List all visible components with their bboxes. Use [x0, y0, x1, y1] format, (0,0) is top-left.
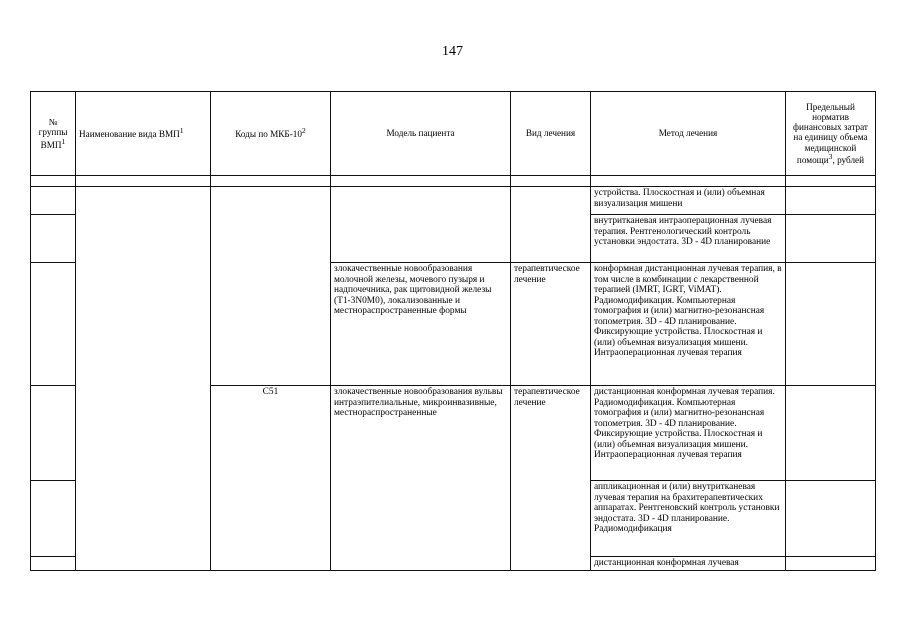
table-row: [31, 187, 876, 215]
header-icd-codes: Коды по МКБ-$10^2$: [211, 92, 331, 176]
table-header-row: [31, 92, 876, 176]
treatment-type-cell: терапевтическое лечение: [511, 386, 591, 571]
method-cell: дистанционная конформная лучевая: [591, 557, 786, 571]
header-treatment-type: Вид лечения: [511, 92, 591, 176]
header-patient-model: Модель пациента: [331, 92, 511, 176]
patient-model-cell: злокачественные новообразования молочной железы, мочевого пузыря и надпочечника, рак щитовидной железы (T1-3N0M0), локализованные и местнораспространенные формы: [331, 263, 511, 386]
vmp-name-cell: [76, 187, 211, 571]
method-cell: конформная дистанционная лучевая терапия, в том числе в комбинации с лекарственной терапией (IMRT, IGRT, ViMAT). Радиомодификация. Компьютерная томография и (или) магнитно-резонансная топометрия. 3D - 4D планирование. Фиксирующие устройства. Плоскостная и (или) объемная визуализация мишени. Интраоперационная лучевая терапия: [591, 263, 786, 386]
treatment-type-cell: терапевтическое лечение: [511, 263, 591, 386]
page-number: 147: [442, 44, 463, 59]
header-cost-norm: Предельный норматив финансовых затрат на единицу объема медицинской помощи$^3$, рублей: [786, 92, 876, 176]
icd-code-cell: C51: [211, 386, 331, 571]
header-treatment-method: Метод лечения: [591, 92, 786, 176]
patient-model-cell: злокачественные новообразования вульвы интраэпителиальные, микроинвазивные, местнораспространенные: [331, 386, 511, 571]
icd-codes-cell: [211, 187, 331, 386]
method-cell: аппликационная и (или) внутритканевая лучевая терапия на брахитерапевтических аппаратах. Рентгеновский контроль установки эндостата. 3D - 4D планирование. Радиомодификация: [591, 481, 786, 557]
method-cell: устройства. Плоскостная и (или) объемная визуализация мишени: [591, 187, 786, 215]
header-vmp-name: Наименование вида ВМП$^1$: [76, 92, 211, 176]
header-group-no: № группы ВМП$^1$: [31, 92, 76, 176]
method-cell: дистанционная конформная лучевая терапия. Радиомодификация. Компьютерная томография и (или) магнитно-резонансная топометрия. 3D - 4D планирование. Фиксирующие устройства. Плоскостная и (или) объемная визуализация мишени. Интраоперационная лучевая терапия: [591, 386, 786, 481]
table-separator-row: [31, 176, 876, 187]
method-cell: внутритканевая интраоперационная лучевая терапия. Рентгенологический контроль установки эндостата. 3D - 4D планирование: [591, 215, 786, 263]
vmp-table: [30, 91, 876, 571]
